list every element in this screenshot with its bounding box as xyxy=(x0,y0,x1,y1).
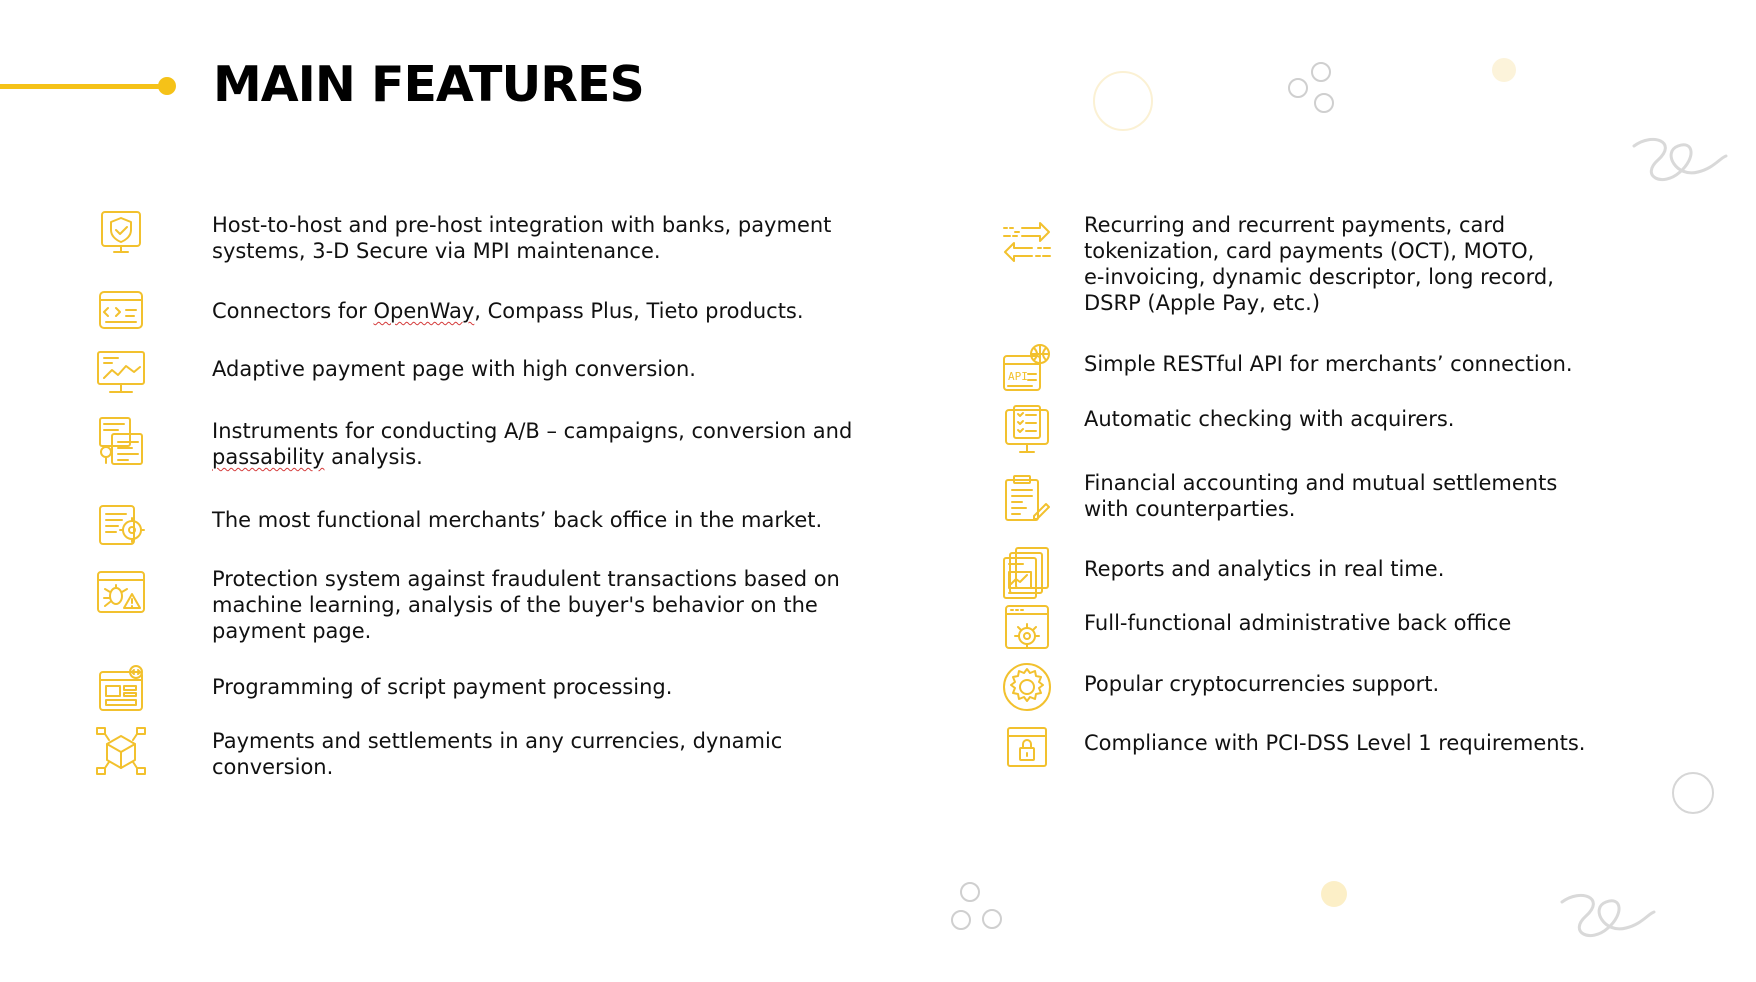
svg-text:API: API xyxy=(1008,370,1028,383)
slide-title: MAIN FEATURES xyxy=(213,56,644,113)
feature-text: Programming of script payment processing. xyxy=(212,675,673,699)
feature-text: Adaptive payment page with high conversion. xyxy=(212,357,696,381)
decor-squiggle-top xyxy=(1628,128,1728,198)
checklist-monitor-icon xyxy=(1000,404,1054,458)
feature-text: tokenization, card payments (OCT), MOTO, xyxy=(1084,239,1535,263)
feature-text: analysis. xyxy=(324,445,423,469)
feature-text: Popular cryptocurrencies support. xyxy=(1084,672,1440,696)
transfer-arrows-icon xyxy=(1000,214,1054,268)
crypto-gear-icon xyxy=(1000,660,1054,714)
decor-bubbles-bottom xyxy=(948,880,1008,936)
decor-ring-large xyxy=(1090,68,1156,134)
decor-dot-top xyxy=(1490,56,1518,84)
feature-text: Reports and analytics in real time. xyxy=(1084,557,1445,581)
reports-document-icon xyxy=(1000,546,1054,600)
feature-text: DSRP (Apple Pay, etc.) xyxy=(1084,291,1321,315)
feature-text: Instruments for conducting A/B – campaigns, conversion and xyxy=(212,419,853,443)
shield-monitor-icon xyxy=(94,208,148,262)
feature-text: Full-functional administrative back office xyxy=(1084,611,1512,635)
feature-text: conversion. xyxy=(212,755,334,779)
feature-text: systems, 3-D Secure via MPI maintenance. xyxy=(212,239,661,263)
monitor-chart-icon xyxy=(94,346,148,400)
feature-text: Host-to-host and pre-host integration with banks, payment xyxy=(212,213,832,237)
feature-text: Connectors for xyxy=(212,299,374,323)
feature-text: Financial accounting and mutual settlements xyxy=(1084,471,1558,495)
feature-text: Compliance with PCI-DSS Level 1 requirements. xyxy=(1084,731,1586,755)
api-globe-icon xyxy=(1000,342,1054,396)
accounting-clipboard-icon xyxy=(1000,472,1054,526)
feature-text: Protection system against fraudulent transactions based on xyxy=(212,567,840,591)
decor-ring-right xyxy=(1670,770,1716,816)
code-window-icon xyxy=(94,286,148,340)
decor-bubbles-top xyxy=(1284,60,1344,120)
feature-text: Simple RESTful API for merchants’ connection. xyxy=(1084,352,1573,376)
feature-text: Automatic checking with acquirers. xyxy=(1084,407,1455,431)
feature-text: , Compass Plus, Tieto products. xyxy=(474,299,804,323)
feature-text: machine learning, analysis of the buyer's behavior on the xyxy=(212,593,818,617)
title-accent-dot xyxy=(158,77,176,95)
bug-warning-icon xyxy=(94,566,148,620)
analysis-tools-icon xyxy=(94,414,148,468)
feature-text: payment page. xyxy=(212,619,372,643)
spellcheck-word: OpenWay xyxy=(373,299,475,323)
office-gear-icon xyxy=(94,498,148,552)
feature-text: Payments and settlements in any currencies, dynamic xyxy=(212,729,783,753)
script-browser-icon xyxy=(94,664,148,718)
feature-text: with counterparties. xyxy=(1084,497,1296,521)
decor-dot-bottom xyxy=(1320,880,1348,908)
spellcheck-word: passability xyxy=(212,445,325,469)
decor-squiggle-bottom xyxy=(1556,884,1656,954)
feature-text: e-invoicing, dynamic descriptor, long record, xyxy=(1084,265,1554,289)
admin-gear-window-icon xyxy=(1000,600,1054,654)
feature-text: Recurring and recurrent payments, card xyxy=(1084,213,1506,237)
title-accent-line xyxy=(0,84,164,89)
network-cube-icon xyxy=(94,724,148,778)
feature-text: The most functional merchants’ back office in the market. xyxy=(212,508,823,532)
lock-window-icon xyxy=(1000,722,1054,776)
